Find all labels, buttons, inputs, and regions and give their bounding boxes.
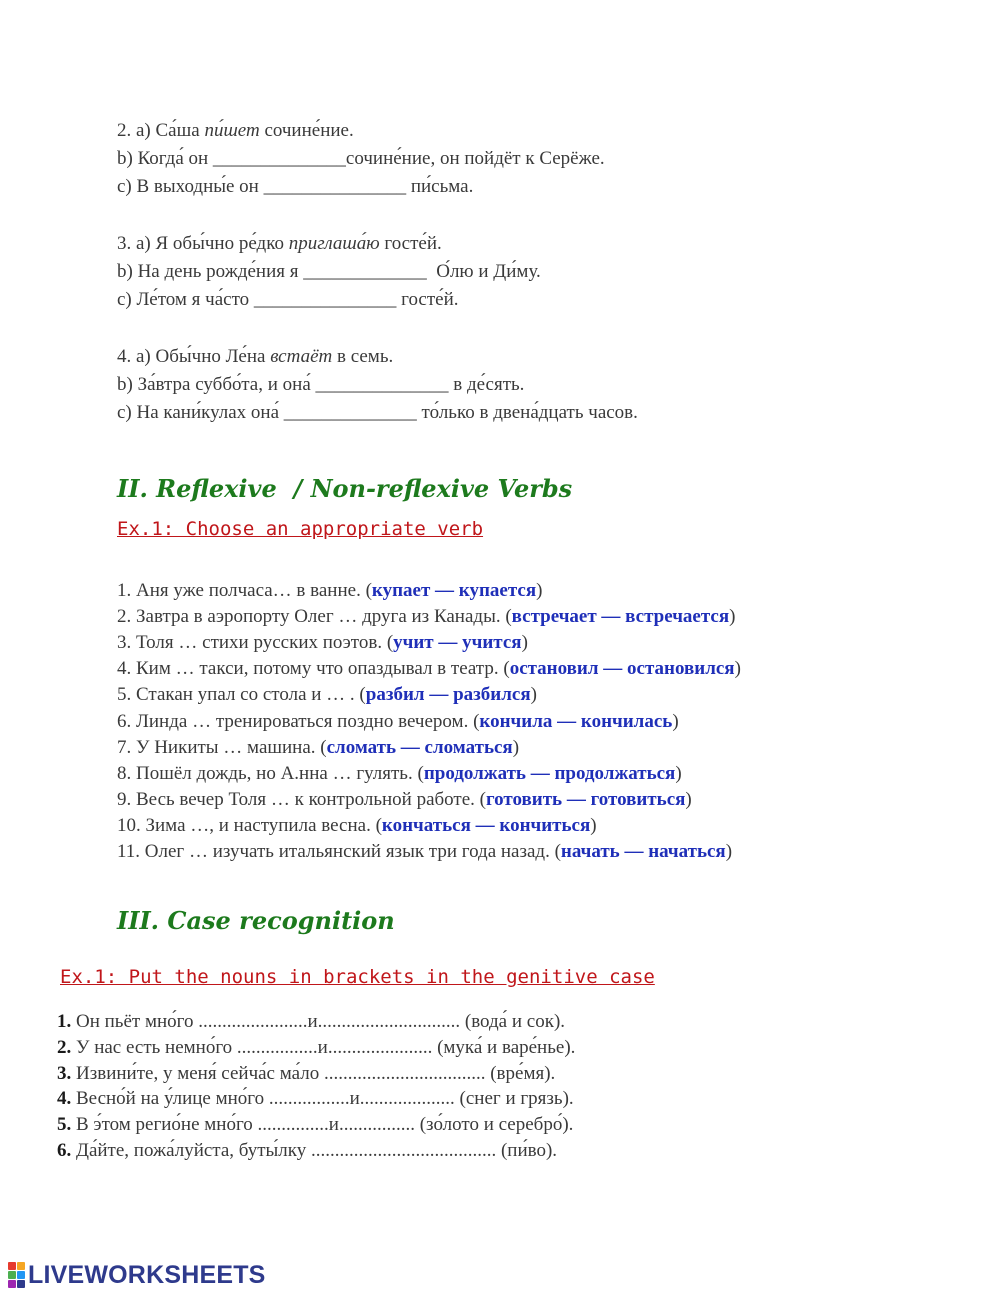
ex4-line-b: b) За́втра суббо́та, и она́ ______________ в де́сять.: [117, 374, 525, 395]
genitive-sentence: Да́йте, пожа́луйста, буты́лку ....................................... (пи́во).: [71, 1140, 558, 1161]
liveworksheets-logo-icon: [8, 1262, 25, 1288]
verb-choice-pair[interactable]: сломать — сломаться: [326, 737, 513, 758]
verb-exercise-item: [117, 789, 692, 811]
verb-choice-pair[interactable]: учит — учится: [393, 632, 522, 653]
closing-bracket: ): [734, 658, 741, 679]
logo-square: [17, 1271, 25, 1279]
verb-exercise-item: [117, 763, 682, 785]
ex3-line-b: b) На день рожде́ния я _____________ О́лю и Ди́му.: [117, 261, 541, 282]
verb-exercise-sentence: 7. У Никиты … машина. (: [117, 737, 327, 758]
logo-square: [17, 1262, 25, 1270]
verb-exercise-sentence: 10. Зима …, и наступила весна. (: [117, 815, 382, 836]
logo-text: LIVEWORKSHEETS: [28, 1260, 266, 1289]
closing-bracket: ): [685, 789, 692, 810]
closing-bracket: ): [675, 763, 682, 784]
closing-bracket: ): [725, 841, 733, 862]
closing-bracket: ): [536, 580, 543, 601]
closing-bracket: ): [512, 737, 520, 758]
verb-exercise-item: [117, 658, 741, 680]
item-number: 3.: [57, 1063, 72, 1084]
genitive-exercise-item: [57, 1011, 565, 1033]
genitive-sentence: У нас есть немно́го .................и...................... (мука́ и варе́нье).: [71, 1037, 576, 1058]
logo-square: [17, 1280, 25, 1288]
verb-choice-pair[interactable]: кончила — кончилась: [479, 711, 673, 732]
ex4-line-a: 4. a) Обы́чно Ле́на встаёт в семь.: [117, 346, 394, 367]
ex2-line-a: 2. a) Са́ша пи́шет сочине́ние.: [117, 120, 354, 141]
ex3-verb: приглаша́ю: [288, 233, 380, 254]
verb-exercise-item: [117, 580, 542, 602]
item-number: 5.: [57, 1114, 72, 1135]
verb-choice-pair[interactable]: продолжать — продолжаться: [423, 763, 676, 784]
section3-subheading: Ex.1: Put the nouns in brackets in the genitive case: [60, 966, 655, 988]
verb-exercise-item: [117, 737, 519, 759]
verb-exercise-item: [117, 841, 732, 863]
verb-exercise-sentence: 11. Олег … изучать итальянский язык три года назад. (: [117, 841, 561, 862]
genitive-sentence: Извини́те, у меня́ сейча́с ма́ло .................................. (вре́мя).: [71, 1063, 556, 1084]
logo-square: [8, 1271, 16, 1279]
verb-exercise-sentence: 6. Линда … тренироваться поздно вечером. (: [117, 711, 480, 732]
logo-square: [8, 1262, 16, 1270]
ex2-verb: пи́шет: [204, 120, 260, 141]
section3-heading: III. Case recognition: [117, 906, 395, 935]
verb-choice-pair[interactable]: кончаться — кончиться: [381, 815, 591, 836]
verb-exercise-sentence: 5. Стакан упал со стола и … . (: [117, 684, 366, 705]
verb-exercise-sentence: 4. Ким … такси, потому что опаздывал в театр. (: [117, 658, 510, 679]
verb-choice-pair[interactable]: остановил — остановился: [509, 658, 735, 679]
verb-exercise-item: [117, 632, 528, 654]
verb-choice-pair[interactable]: разбил — разбился: [365, 684, 531, 705]
verb-exercise-item: [117, 684, 537, 706]
genitive-sentence: Он пьёт мно́го .......................и.............................. (вода́ и сок).: [71, 1011, 566, 1032]
closing-bracket: ): [521, 632, 528, 653]
genitive-sentence: Весно́й на у́лице мно́го .................и.................... (снег и грязь).: [71, 1088, 574, 1109]
genitive-sentence: В э́том регио́не мно́го ...............и................ (зо́лото и серебро́).: [71, 1114, 574, 1135]
closing-bracket: ): [530, 684, 537, 705]
verb-exercise-item: [117, 606, 735, 628]
ex3-line-a: 3. a) Я обы́чно ре́дко приглаша́ю госте́й.: [117, 233, 442, 254]
section2-subheading: Ex.1: Choose an appropriate verb: [117, 518, 484, 540]
item-number: 6.: [57, 1140, 72, 1161]
verb-exercise-sentence: 9. Весь вечер Толя … к контрольной работе. (: [117, 789, 486, 810]
section2-heading: II. Reflexive / Non-reflexive Verbs: [117, 474, 573, 503]
verb-exercise-item: [117, 815, 597, 837]
genitive-exercise-item: [57, 1037, 575, 1059]
item-number: 2.: [57, 1037, 72, 1058]
verb-exercise-sentence: 2. Завтра в аэропорту Олег … друга из Канады. (: [117, 606, 512, 627]
verb-choice-pair[interactable]: встречает — встречается: [511, 606, 730, 627]
genitive-exercise-item: [57, 1114, 573, 1136]
closing-bracket: ): [672, 711, 679, 732]
verb-exercise-item: [117, 711, 679, 733]
verb-choice-pair[interactable]: готовить — готовиться: [485, 789, 686, 810]
item-number: 4.: [57, 1088, 72, 1109]
genitive-exercise-item: [57, 1088, 574, 1110]
verb-exercise-sentence: 8. Пошёл дождь, но А.нна … гулять. (: [117, 763, 424, 784]
ex4-line-c: c) На кани́кулах она́ ______________ то́лько в двена́дцать часов.: [117, 402, 638, 423]
ex2-line-b: b) Когда́ он ______________сочине́ние, он пойдёт к Серёже.: [117, 148, 605, 169]
genitive-exercise-item: [57, 1140, 557, 1162]
ex3-line-c: c) Ле́том я ча́сто _______________ госте́й.: [117, 289, 459, 310]
closing-bracket: ): [729, 606, 736, 627]
verb-exercise-sentence: 1. Аня уже полчаса… в ванне. (: [117, 580, 372, 601]
item-number: 1.: [57, 1011, 72, 1032]
closing-bracket: ): [590, 815, 597, 836]
ex4-verb: встаёт: [270, 346, 333, 367]
verb-choice-pair[interactable]: начать — начаться: [560, 841, 726, 862]
verb-exercise-sentence: 3. Толя … стихи русских поэтов. (: [117, 632, 394, 653]
logo-square: [8, 1280, 16, 1288]
verb-choice-pair[interactable]: купает — купается: [371, 580, 537, 601]
ex2-line-c: c) В выходны́е он _______________ пи́сьма.: [117, 176, 474, 197]
liveworksheets-logo[interactable]: [8, 1262, 266, 1288]
genitive-exercise-item: [57, 1063, 555, 1085]
